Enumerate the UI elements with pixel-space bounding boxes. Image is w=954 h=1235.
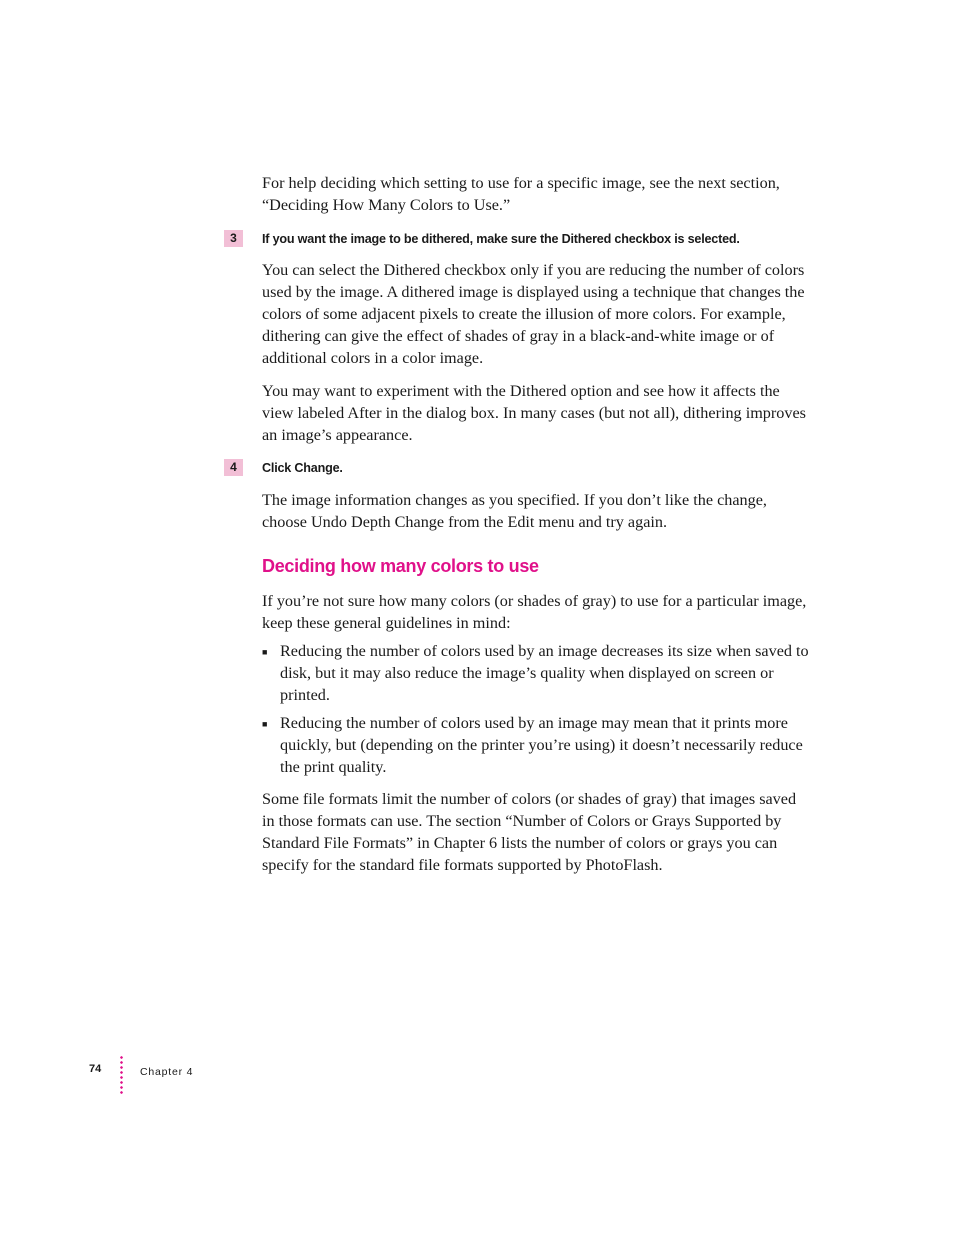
footer-dotted-divider <box>120 1055 123 1095</box>
chapter-label: Chapter 4 <box>140 1066 194 1078</box>
step3-paragraph-2: You may want to experiment with the Dithered option and see how it affects the view labeled After in the dialog box. In many cases (but not all), dithering improves an image’s appearance. <box>262 382 806 444</box>
bullet-icon: ■ <box>262 719 268 729</box>
step-instruction: If you want the image to be dithered, make sure the Dithered checkbox is selected. <box>262 231 740 246</box>
closing-paragraph: Some file formats limit the number of colors (or shades of gray) that images saved in those formats can use. The section “Number of Colors or Grays Supported by Standard File Formats” in Chapter 6 lists the number of colors or grays you can specify for the standard file formats supported by PhotoFlash. <box>262 790 797 874</box>
list-item <box>262 712 810 778</box>
section-heading: Deciding how many colors to use <box>262 556 539 576</box>
step-number-badge: 3 <box>224 230 243 247</box>
step3-paragraph-1: You can select the Dithered checkbox only if you are reducing the number of colors used by the image. A dithered image is displayed using a technique that changes the colors of some adjacent pixels to create the illusion of more colors. For example, dithering can give the effect of shades of gray in a black-and-white image or of additional colors in a color image. <box>262 261 805 367</box>
list-item-text: Reducing the number of colors used by an image decreases its size when saved to disk, but it may also reduce the image’s quality when displayed on screen or printed. <box>280 642 809 704</box>
section-intro: If you’re not sure how many colors (or shades of gray) to use for a particular image, keep these general guidelines in mind: <box>262 592 807 632</box>
step-4 <box>224 459 343 476</box>
list-item-text: Reducing the number of colors used by an image may mean that it prints more quickly, but (depending on the printer you’re using) it doesn’t necessarily reduce the print quality. <box>280 714 803 776</box>
step-instruction: Click Change. <box>262 460 343 475</box>
step-3 <box>224 230 740 247</box>
list-item <box>262 640 810 706</box>
intro-paragraph: For help deciding which setting to use for a specific image, see the next section, “Deciding How Many Colors to Use.” <box>262 174 780 214</box>
bullet-icon: ■ <box>262 647 268 657</box>
step-number-badge: 4 <box>224 459 243 476</box>
page-number: 74 <box>89 1063 102 1075</box>
step4-paragraph: The image information changes as you specified. If you don’t like the change, choose Undo Depth Change from the Edit menu and try again. <box>262 491 767 531</box>
